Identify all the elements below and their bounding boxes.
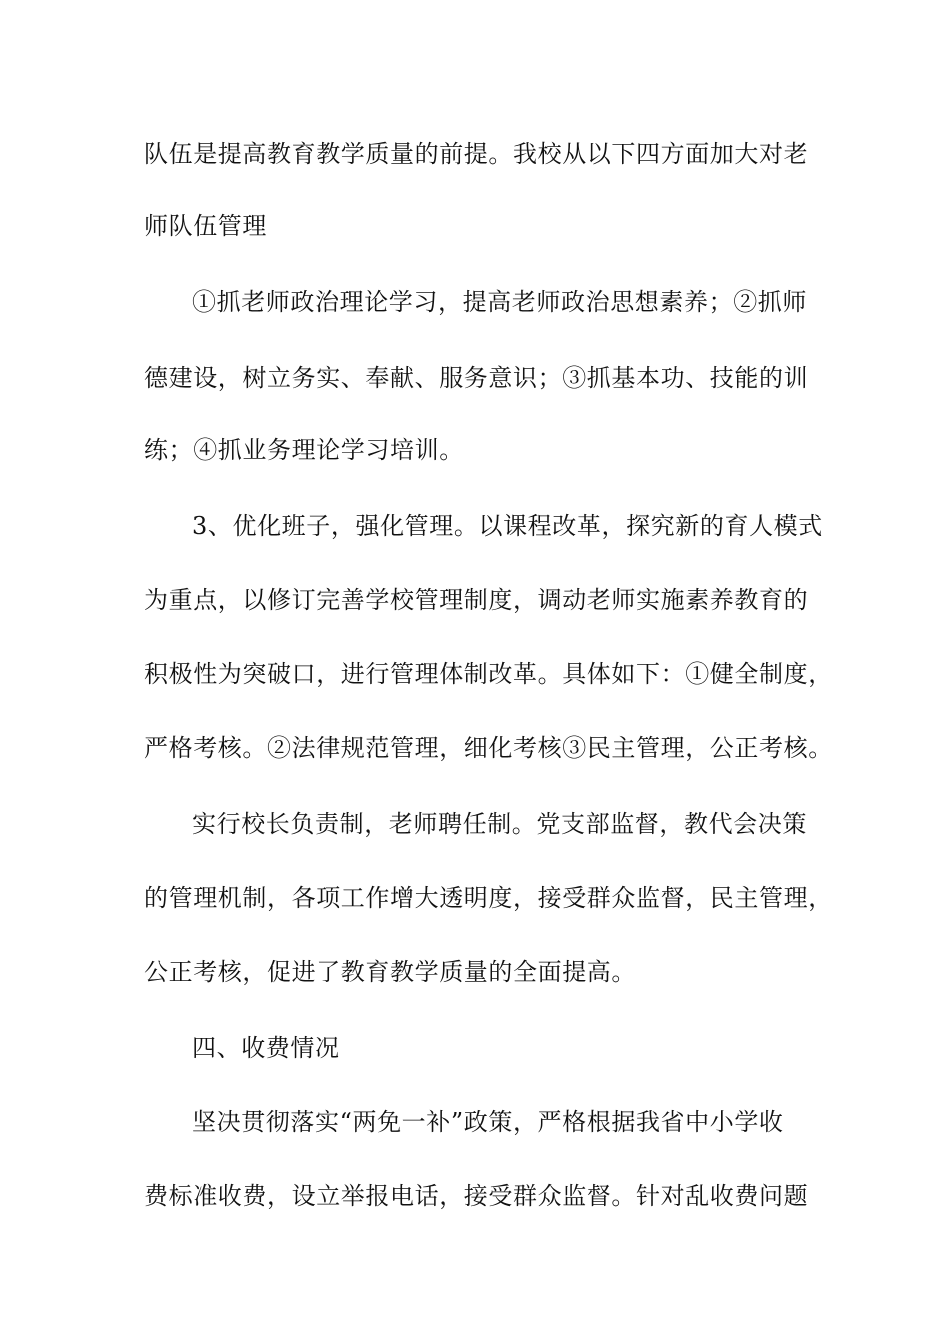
paragraph-line: 3、优化班子，强化管理。以课程改革，探究新的育人模式 [192, 512, 823, 540]
paragraph-line: 练；④抓业务理论学习培训。 [144, 436, 464, 464]
section-heading: 四、收费情况 [192, 1034, 340, 1062]
paragraph-line: 严格考核。②法律规范管理，细化考核③民主管理，公正考核。 [144, 734, 833, 762]
paragraph-line: 公正考核，促进了教育教学质量的全面提高。 [144, 958, 636, 986]
paragraph-line: 费标准收费，设立举报电话，接受群众监督。针对乱收费问题 [144, 1182, 809, 1210]
paragraph-line: 坚决贯彻落实“两免一补”政策，严格根据我省中小学收 [192, 1108, 784, 1136]
paragraph-line: 实行校长负责制，老师聘任制。党支部监督，教代会决策 [192, 810, 807, 838]
paragraph-line: 积极性为突破口，进行管理体制改革。具体如下：①健全制度， [144, 660, 833, 688]
paragraph-line: 的管理机制，各项工作增大透明度，接受群众监督，民主管理， [144, 884, 833, 912]
paragraph-line: 为重点，以修订完善学校管理制度，调动老师实施素养教育的 [144, 586, 809, 614]
paragraph-line: 德建设，树立务实、奉献、服务意识；③抓基本功、技能的训 [144, 364, 809, 392]
paragraph-line: 师队伍管理 [144, 212, 267, 240]
paragraph-line: 队伍是提高教育教学质量的前提。我校从以下四方面加大对老 [144, 140, 809, 168]
paragraph-line: ①抓老师政治理论学习，提高老师政治思想素养；②抓师 [192, 288, 807, 316]
